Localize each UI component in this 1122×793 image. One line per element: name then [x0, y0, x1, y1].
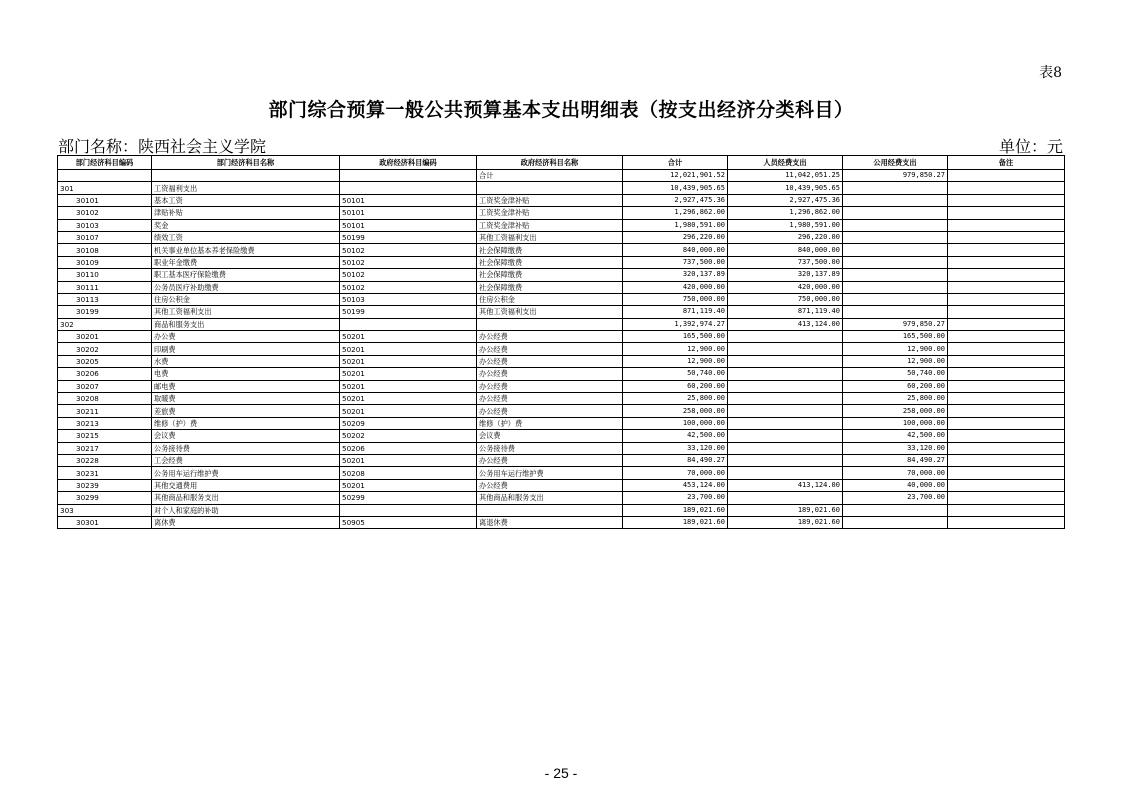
- public-cell: [843, 306, 948, 318]
- remarks-cell: [948, 269, 1065, 281]
- header-dept-name: 部门经济科目名称: [152, 156, 340, 170]
- public-cell: 40,000.00: [843, 479, 948, 491]
- gov-code-cell: 50209: [340, 417, 477, 429]
- gov-name-cell: 社会保障缴费: [477, 269, 623, 281]
- dept-code-cell: 30206: [58, 368, 152, 380]
- personnel-cell: [728, 343, 843, 355]
- dept-name-cell: [152, 170, 340, 182]
- dept-code-cell: 30109: [58, 256, 152, 268]
- personnel-cell: 10,439,905.65: [728, 182, 843, 194]
- dept-name-cell: 其他交通费用: [152, 479, 340, 491]
- gov-code-cell: 50101: [340, 219, 477, 231]
- header-gov-name: 政府经济科目名称: [477, 156, 623, 170]
- remarks-cell: [948, 306, 1065, 318]
- gov-code-cell: 50202: [340, 430, 477, 442]
- personnel-cell: 1,980,591.00: [728, 219, 843, 231]
- dept-name-cell: 其他工资福利支出: [152, 306, 340, 318]
- dept-code-cell: 30299: [58, 492, 152, 504]
- personnel-cell: 413,124.00: [728, 479, 843, 491]
- gov-name-cell: 公务接待费: [477, 442, 623, 454]
- remarks-cell: [948, 244, 1065, 256]
- remarks-cell: [948, 318, 1065, 330]
- table-row: [58, 170, 1065, 182]
- header-dept-code: 部门经济科目编码: [58, 156, 152, 170]
- total-cell: 25,800.00: [623, 393, 728, 405]
- total-cell: 420,000.00: [623, 281, 728, 293]
- dept-name-cell: 会议费: [152, 430, 340, 442]
- gov-name-cell: 办公经费: [477, 343, 623, 355]
- dept-code-cell: 30215: [58, 430, 152, 442]
- gov-name-cell: 会议费: [477, 430, 623, 442]
- dept-code-cell: 30228: [58, 454, 152, 466]
- remarks-cell: [948, 467, 1065, 479]
- dept-code-cell: 30107: [58, 231, 152, 243]
- personnel-cell: 296,220.00: [728, 231, 843, 243]
- public-cell: [843, 219, 948, 231]
- gov-name-cell: 其他工资福利支出: [477, 231, 623, 243]
- page-number: - 25 -: [544, 765, 578, 781]
- personnel-cell: 737,500.00: [728, 256, 843, 268]
- table-number: 表8: [1039, 65, 1062, 81]
- public-cell: [843, 516, 948, 528]
- total-cell: 189,021.60: [623, 516, 728, 528]
- total-cell: 84,490.27: [623, 454, 728, 466]
- personnel-cell: [728, 368, 843, 380]
- dept-name-cell: 差旅费: [152, 405, 340, 417]
- dept-name-cell: 职工基本医疗保险缴费: [152, 269, 340, 281]
- personnel-cell: [728, 380, 843, 392]
- remarks-cell: [948, 504, 1065, 516]
- table-row: [58, 504, 1065, 516]
- dept-name-cell: 对个人和家庭的补助: [152, 504, 340, 516]
- personnel-cell: [728, 405, 843, 417]
- total-cell: 50,740.00: [623, 368, 728, 380]
- gov-code-cell: 50201: [340, 380, 477, 392]
- header-public: 公用经费支出: [843, 156, 948, 170]
- dept-code-cell: 30110: [58, 269, 152, 281]
- personnel-cell: 11,042,051.25: [728, 170, 843, 182]
- remarks-cell: [948, 231, 1065, 243]
- gov-code-cell: 50208: [340, 467, 477, 479]
- dept-name-cell: 津贴补贴: [152, 207, 340, 219]
- gov-code-cell: [340, 170, 477, 182]
- gov-name-cell: 办公经费: [477, 405, 623, 417]
- table-row: [58, 269, 1065, 281]
- gov-code-cell: 50201: [340, 368, 477, 380]
- gov-name-cell: 社会保障缴费: [477, 256, 623, 268]
- gov-code-cell: 50905: [340, 516, 477, 528]
- table-row: [58, 380, 1065, 392]
- dept-code-cell: 30201: [58, 331, 152, 343]
- table-row: [58, 467, 1065, 479]
- gov-code-cell: 50201: [340, 343, 477, 355]
- table-row: [58, 454, 1065, 466]
- gov-code-cell: 50101: [340, 207, 477, 219]
- remarks-cell: [948, 182, 1065, 194]
- total-cell: 12,900.00: [623, 355, 728, 367]
- total-cell: 60,200.00: [623, 380, 728, 392]
- table-row: [58, 331, 1065, 343]
- table-row: [58, 368, 1065, 380]
- table-row: [58, 516, 1065, 528]
- remarks-cell: [948, 430, 1065, 442]
- remarks-cell: [948, 393, 1065, 405]
- remarks-cell: [948, 417, 1065, 429]
- remarks-cell: [948, 194, 1065, 206]
- page-title: 部门综合预算一般公共预算基本支出明细表（按支出经济分类科目）: [268, 99, 854, 121]
- gov-code-cell: 50102: [340, 256, 477, 268]
- gov-code-cell: 50201: [340, 454, 477, 466]
- dept-code-cell: 30239: [58, 479, 152, 491]
- gov-code-cell: [340, 504, 477, 516]
- public-cell: [843, 231, 948, 243]
- remarks-cell: [948, 380, 1065, 392]
- gov-code-cell: 50201: [340, 393, 477, 405]
- table-row: [58, 306, 1065, 318]
- public-cell: 70,000.00: [843, 467, 948, 479]
- personnel-cell: 1,296,862.00: [728, 207, 843, 219]
- total-cell: 296,220.00: [623, 231, 728, 243]
- remarks-cell: [948, 355, 1065, 367]
- public-cell: 25,800.00: [843, 393, 948, 405]
- personnel-cell: 750,000.00: [728, 293, 843, 305]
- dept-name-cell: 邮电费: [152, 380, 340, 392]
- personnel-cell: 413,124.00: [728, 318, 843, 330]
- total-cell: 840,000.00: [623, 244, 728, 256]
- gov-code-cell: 50206: [340, 442, 477, 454]
- gov-name-cell: 办公经费: [477, 368, 623, 380]
- total-cell: 1,392,974.27: [623, 318, 728, 330]
- table-row: [58, 231, 1065, 243]
- public-cell: [843, 293, 948, 305]
- total-cell: 33,120.00: [623, 442, 728, 454]
- table-row: [58, 194, 1065, 206]
- table-row: [58, 343, 1065, 355]
- header-remarks: 备注: [948, 156, 1065, 170]
- public-cell: 12,900.00: [843, 343, 948, 355]
- dept-code-cell: 30217: [58, 442, 152, 454]
- remarks-cell: [948, 207, 1065, 219]
- public-cell: [843, 504, 948, 516]
- dept-code-cell: 30231: [58, 467, 152, 479]
- total-cell: 100,000.00: [623, 417, 728, 429]
- personnel-cell: [728, 430, 843, 442]
- gov-code-cell: [340, 182, 477, 194]
- dept-name-cell: 工资福利支出: [152, 182, 340, 194]
- department-name: 部门名称：陕西社会主义学院: [58, 137, 267, 156]
- gov-name-cell: 办公经费: [477, 380, 623, 392]
- remarks-cell: [948, 405, 1065, 417]
- dept-code-cell: 303: [58, 504, 152, 516]
- dept-code-cell: 30207: [58, 380, 152, 392]
- dept-name-cell: 电费: [152, 368, 340, 380]
- table-row: [58, 281, 1065, 293]
- dept-code-cell: 30108: [58, 244, 152, 256]
- public-cell: [843, 207, 948, 219]
- public-cell: [843, 269, 948, 281]
- personnel-cell: [728, 454, 843, 466]
- dept-name-cell: 基本工资: [152, 194, 340, 206]
- personnel-cell: [728, 492, 843, 504]
- dept-name-cell: 印刷费: [152, 343, 340, 355]
- header-gov-code: 政府经济科目编码: [340, 156, 477, 170]
- public-cell: 979,850.27: [843, 170, 948, 182]
- gov-name-cell: 工资奖金津补贴: [477, 194, 623, 206]
- dept-code-cell: 30301: [58, 516, 152, 528]
- gov-code-cell: 50201: [340, 355, 477, 367]
- gov-code-cell: 50201: [340, 331, 477, 343]
- gov-name-cell: [477, 318, 623, 330]
- public-cell: [843, 281, 948, 293]
- dept-name-cell: 绩效工资: [152, 231, 340, 243]
- personnel-cell: 420,000.00: [728, 281, 843, 293]
- total-cell: 1,980,591.00: [623, 219, 728, 231]
- table-row: [58, 355, 1065, 367]
- public-cell: 165,500.00: [843, 331, 948, 343]
- gov-name-cell: 办公经费: [477, 393, 623, 405]
- total-cell: 2,927,475.36: [623, 194, 728, 206]
- total-cell: 750,000.00: [623, 293, 728, 305]
- dept-name-cell: 公务用车运行维护费: [152, 467, 340, 479]
- dept-name-cell: 机关事业单位基本养老保险缴费: [152, 244, 340, 256]
- remarks-cell: [948, 368, 1065, 380]
- personnel-cell: 189,021.60: [728, 516, 843, 528]
- header-total: 合计: [623, 156, 728, 170]
- total-cell: 42,500.00: [623, 430, 728, 442]
- dept-name-cell: 维修（护）费: [152, 417, 340, 429]
- gov-code-cell: 50299: [340, 492, 477, 504]
- personnel-cell: 189,021.60: [728, 504, 843, 516]
- gov-name-cell: 社会保障缴费: [477, 244, 623, 256]
- dept-code-cell: 301: [58, 182, 152, 194]
- remarks-cell: [948, 219, 1065, 231]
- table-row: [58, 256, 1065, 268]
- gov-name-cell: 办公经费: [477, 454, 623, 466]
- dept-code-cell: 30202: [58, 343, 152, 355]
- gov-code-cell: 50102: [340, 244, 477, 256]
- table-row: [58, 417, 1065, 429]
- remarks-cell: [948, 454, 1065, 466]
- remarks-cell: [948, 331, 1065, 343]
- gov-name-cell: 维修（护）费: [477, 417, 623, 429]
- total-cell: 12,021,901.52: [623, 170, 728, 182]
- remarks-cell: [948, 479, 1065, 491]
- public-cell: [843, 194, 948, 206]
- dept-name-cell: 职业年金缴费: [152, 256, 340, 268]
- table-row: [58, 293, 1065, 305]
- table-row: [58, 393, 1065, 405]
- dept-code-cell: 30199: [58, 306, 152, 318]
- gov-name-cell: 社会保障缴费: [477, 281, 623, 293]
- dept-code-cell: 30103: [58, 219, 152, 231]
- remarks-cell: [948, 293, 1065, 305]
- dept-name-cell: 住房公积金: [152, 293, 340, 305]
- table-row: [58, 479, 1065, 491]
- dept-name-cell: 公务员医疗补助缴费: [152, 281, 340, 293]
- total-cell: 23,700.00: [623, 492, 728, 504]
- dept-name-cell: 离休费: [152, 516, 340, 528]
- total-cell: 258,000.00: [623, 405, 728, 417]
- public-cell: 60,200.00: [843, 380, 948, 392]
- dept-name-cell: 奖金: [152, 219, 340, 231]
- personnel-cell: [728, 442, 843, 454]
- dept-code-cell: 302: [58, 318, 152, 330]
- public-cell: 979,850.27: [843, 318, 948, 330]
- table-row: [58, 442, 1065, 454]
- gov-name-cell: 住房公积金: [477, 293, 623, 305]
- personnel-cell: 320,137.89: [728, 269, 843, 281]
- personnel-cell: [728, 393, 843, 405]
- remarks-cell: [948, 256, 1065, 268]
- total-cell: 737,500.00: [623, 256, 728, 268]
- dept-name-cell: 办公费: [152, 331, 340, 343]
- total-cell: 189,021.60: [623, 504, 728, 516]
- gov-name-cell: 其他商品和服务支出: [477, 492, 623, 504]
- dept-code-cell: 30213: [58, 417, 152, 429]
- gov-name-cell: 离退休费: [477, 516, 623, 528]
- dept-name-cell: 工会经费: [152, 454, 340, 466]
- gov-name-cell: [477, 504, 623, 516]
- gov-code-cell: [340, 318, 477, 330]
- total-cell: 12,900.00: [623, 343, 728, 355]
- remarks-cell: [948, 281, 1065, 293]
- dept-code-cell: 30102: [58, 207, 152, 219]
- personnel-cell: [728, 331, 843, 343]
- gov-name-cell: 其他工资福利支出: [477, 306, 623, 318]
- dept-name-cell: 其他商品和服务支出: [152, 492, 340, 504]
- dept-code-cell: 30113: [58, 293, 152, 305]
- total-cell: 10,439,905.65: [623, 182, 728, 194]
- personnel-cell: [728, 467, 843, 479]
- remarks-cell: [948, 492, 1065, 504]
- remarks-cell: [948, 516, 1065, 528]
- public-cell: 100,000.00: [843, 417, 948, 429]
- table-row: [58, 318, 1065, 330]
- total-cell: 453,124.00: [623, 479, 728, 491]
- gov-name-cell: 工资奖金津补贴: [477, 219, 623, 231]
- table-row: [58, 430, 1065, 442]
- gov-name-cell: 工资奖金津补贴: [477, 207, 623, 219]
- gov-name-cell: [477, 182, 623, 194]
- public-cell: 12,900.00: [843, 355, 948, 367]
- table-row: [58, 182, 1065, 194]
- public-cell: [843, 256, 948, 268]
- personnel-cell: 2,927,475.36: [728, 194, 843, 206]
- public-cell: 258,000.00: [843, 405, 948, 417]
- dept-code-cell: 30208: [58, 393, 152, 405]
- table-row: [58, 244, 1065, 256]
- total-cell: 70,000.00: [623, 467, 728, 479]
- gov-code-cell: 50199: [340, 231, 477, 243]
- public-cell: 23,700.00: [843, 492, 948, 504]
- gov-code-cell: 50102: [340, 281, 477, 293]
- header-personnel: 人员经费支出: [728, 156, 843, 170]
- public-cell: [843, 182, 948, 194]
- dept-code-cell: 30211: [58, 405, 152, 417]
- table-header-row: [58, 156, 1065, 170]
- gov-code-cell: 50201: [340, 405, 477, 417]
- gov-code-cell: 50199: [340, 306, 477, 318]
- budget-table: [57, 155, 1065, 529]
- gov-name-cell: 合计: [477, 170, 623, 182]
- public-cell: 33,120.00: [843, 442, 948, 454]
- public-cell: 84,490.27: [843, 454, 948, 466]
- unit-label: 单位：元: [998, 137, 1063, 156]
- dept-name-cell: 公务接待费: [152, 442, 340, 454]
- gov-name-cell: 办公经费: [477, 479, 623, 491]
- personnel-cell: [728, 417, 843, 429]
- table-row: [58, 207, 1065, 219]
- public-cell: [843, 244, 948, 256]
- gov-code-cell: 50201: [340, 479, 477, 491]
- table-row: [58, 219, 1065, 231]
- public-cell: 50,740.00: [843, 368, 948, 380]
- remarks-cell: [948, 343, 1065, 355]
- total-cell: 320,137.89: [623, 269, 728, 281]
- dept-code-cell: 30101: [58, 194, 152, 206]
- dept-code-cell: 30205: [58, 355, 152, 367]
- total-cell: 165,500.00: [623, 331, 728, 343]
- table-row: [58, 492, 1065, 504]
- remarks-cell: [948, 442, 1065, 454]
- dept-name-cell: 商品和服务支出: [152, 318, 340, 330]
- total-cell: 871,119.40: [623, 306, 728, 318]
- gov-name-cell: 公务用车运行维护费: [477, 467, 623, 479]
- table-row: [58, 405, 1065, 417]
- dept-name-cell: 取暖费: [152, 393, 340, 405]
- total-cell: 1,296,862.00: [623, 207, 728, 219]
- dept-code-cell: 30111: [58, 281, 152, 293]
- gov-name-cell: 办公经费: [477, 355, 623, 367]
- public-cell: 42,500.00: [843, 430, 948, 442]
- remarks-cell: [948, 170, 1065, 182]
- personnel-cell: 840,000.00: [728, 244, 843, 256]
- gov-code-cell: 50101: [340, 194, 477, 206]
- gov-code-cell: 50103: [340, 293, 477, 305]
- gov-code-cell: 50102: [340, 269, 477, 281]
- personnel-cell: [728, 355, 843, 367]
- dept-code-cell: [58, 170, 152, 182]
- personnel-cell: 871,119.40: [728, 306, 843, 318]
- dept-name-cell: 水费: [152, 355, 340, 367]
- gov-name-cell: 办公经费: [477, 331, 623, 343]
